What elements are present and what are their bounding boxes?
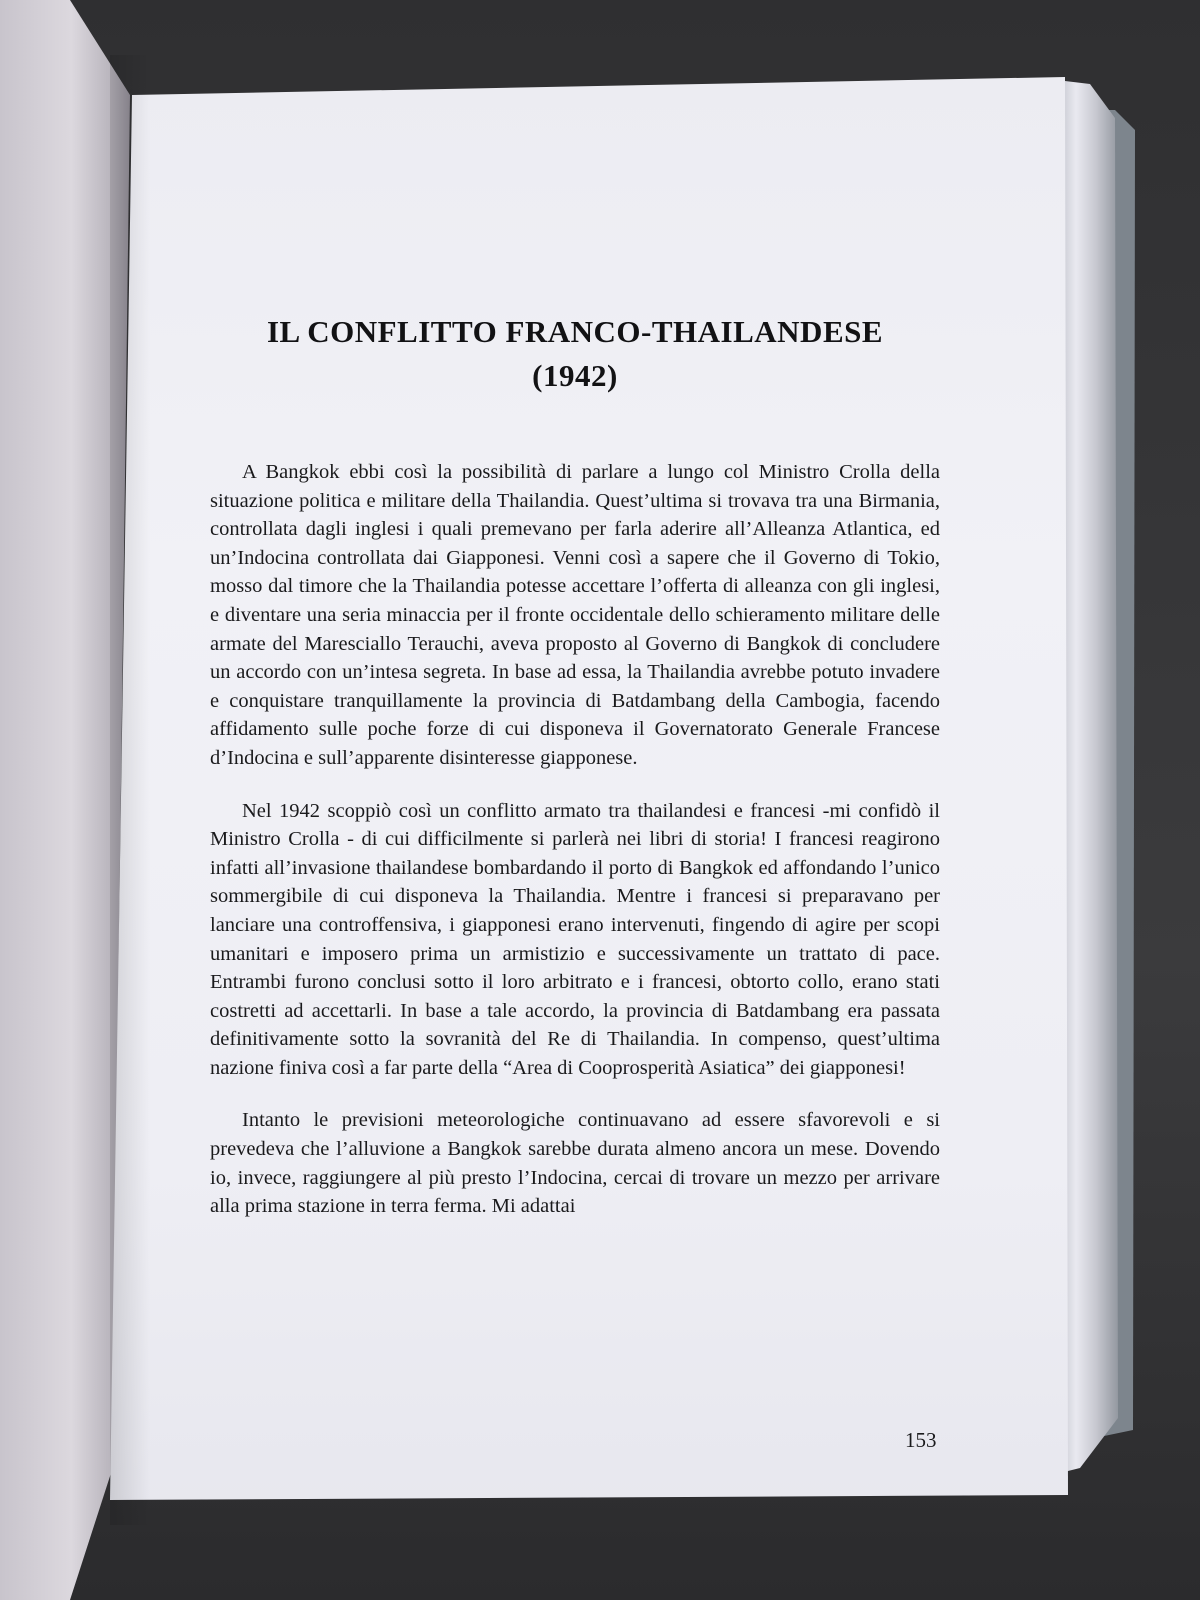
chapter-body [210, 458, 940, 1221]
paragraph: Intanto le previsioni meteorologiche continuavano ad essere sfavorevoli e si prevedeva che l’alluvione a Bangkok sarebbe durata almeno ancora un mese. Dovendo io, invece, raggiungere al più presto l’Indocina, cercai di trovare un mezzo per arrivare alla prima stazione in terra ferma. Mi adattai [210, 1109, 940, 1218]
page-number: 153 [905, 1428, 937, 1452]
page-content [210, 310, 940, 1245]
paragraph: Nel 1942 scoppiò così un conflitto armato tra thailandesi e francesi -mi confidò il Ministro Crolla - di cui difficilmente si parlerà nei libri di storia! I francesi reagirono infatti all’invasione thailandese bombardando il porto di Bangkok ed affondando l’unico sommergibile di cui disponeva la Thailandia. Mentre i francesi si preparavano per lanciare una controffensiva, i giapponesi erano intervenuti, fingendo di agire per scopi umanitari e imposero prima un armistizio e successivamente un trattato di pace. Entrambi furono conclusi sotto il loro arbitrato e i francesi, obtorto collo, erano stati costretti ad accettarli. In base a tale accordo, la provincia di Batdambang era passata definitivamente sotto la sovranità del Re di Thailandia. In compenso, quest’ultima nazione finiva così a far parte della “Area di Cooprosperità Asiatica” dei giapponesi! [210, 799, 940, 1079]
paragraph: A Bangkok ebbi così la possibilità di parlare a lungo col Ministro Crolla della situazione politica e militare della Thailandia. Quest’ultima si trovava tra una Birmania, controllata dagli inglesi i quali premevano per farla aderire all’Alleanza Atlantica, ed un’Indocina controllata dai Giapponesi. Venni così a sapere che il Governo di Tokio, mosso dal timore che la Thailandia potesse accettare l’offerta di alleanza con gli inglesi, e diventare una seria minaccia per il fronte occidentale dello schieramento militare delle armate del Maresciallo Terauchi, aveva proposto al Governo di Bangkok di concludere un accordo con un’intesa segreta. In base ad essa, la Thailandia avrebbe potuto invadere e conquistare tranquillamente la provincia di Batdambang della Cambogia, facendo affidamento sulle poche forze di cui disponeva il Governatorato Generale Francese d’Indocina e sull’apparente disinteresse giapponese. [210, 461, 940, 769]
gutter-shadow [110, 55, 150, 1525]
chapter-title-line1: IL CONFLITTO FRANCO-THAILANDESE [266, 314, 884, 349]
chapter-title-year: (1942) [532, 358, 618, 393]
chapter-title [210, 310, 940, 398]
